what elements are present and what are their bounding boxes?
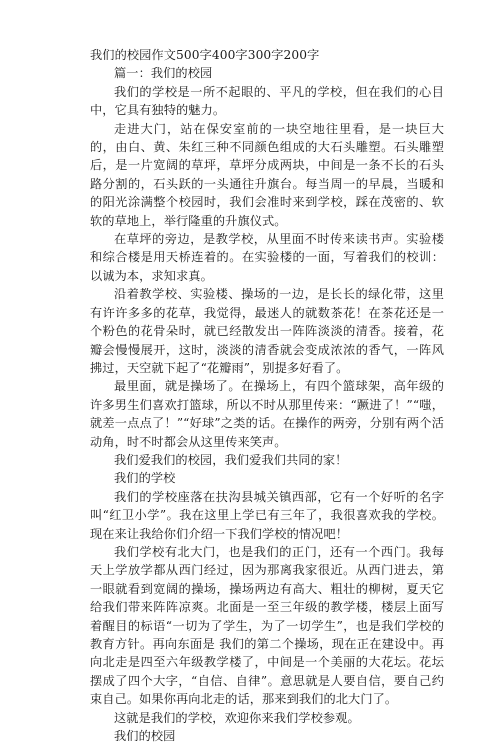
paragraph: 我们爱我们的校园，我们爱我们共同的家！ [114, 452, 348, 467]
paragraph: 走进大门，站在保安室前的一块空地往里看，是一块巨大的，由白、黄、朱红三种不同颜色组成的大石头雕塑。石头雕塑后，是一片宽阔的草坪，草坪分成两块，中间是一条不长的石头路分割的，石头跃的一头通往升旗台。每当周一的早晨，当暖和的阳光涂满整个校园时，我们会准时来到学校，踩在茂密的、软软的草地上，举行隆重的升旗仪式。 [90, 121, 444, 228]
document-title: 我们的校园作文500字400字300字200字 [90, 48, 320, 62]
paragraph: 我们的学校是一所不起眼的、平凡的学校，但在我们的心目中，它具有独特的魅力。 [90, 84, 444, 118]
paragraph: 在草坪的旁边，是教学校，从里面不时传来读书声。实验楼和综合楼是用天桥连着的。在实验楼的一面，写着我们的校训：以诚为本，求知求真。 [90, 232, 444, 283]
section-heading-2: 我们的学校 [114, 471, 176, 486]
paragraph: 沿着教学校、实验楼、操场的一边，是长长的绿化带，这里有许许多多的花草，我觉得，最迷人的就数茶花！在茶花还是一个粉色的花骨朵时，就已经散发出一阵阵淡淡的清香。接着，花瓣会慢慢展开，这时，淡淡的清香就会变成浓浓的香气，一阵风拂过，天空就下起了“花瓣雨”，别提多好看了。 [90, 287, 444, 375]
paragraph: 我们学校有北大门，也是我们的正门，还有一个西门。我每天上学放学都从西门经过，因为那离我家很近。从西门进去，第一眼就看到宽阔的操场，操场两边有高大、粗壮的柳树，夏天它给我们带来阵阵凉爽。北面是一至三年级的教学楼，楼层上面写着醒目的标语“一切为了学生，为了一切学生”，也是我们学校的教育方针。再向东面是 我们的第二个操场，现在正在建设中。再向北走是四至六年级教学楼了，中间是一个美丽的大花坛。花坛摆成了四个大字，“自信、自律”。意思就是人要自信，要自己约束自己。如果你再向北走的话，那来到我们的北大门了。 [90, 544, 444, 707]
section-heading-1: 篇一：我们的校园 [114, 66, 213, 81]
section-heading-3: 我们的校园 [114, 729, 176, 744]
paragraph: 我们的学校座落在扶沟县城关镇西部，它有一个好听的名字叫“红卫小学”。我在这里上学已有三年了，我很喜欢我的学校。现在来让我给你们介绍一下我们学校的情况吧！ [90, 489, 444, 541]
paragraph: 这就是我们的学校，欢迎你来我们学校参观。 [114, 710, 360, 725]
paragraph: 最里面，就是操场了。在操场上，有四个篮球架，高年级的许多男生们喜欢打篮球，所以不时从那里传来：“蹶进了！”“嗤，就差一点点了！”“好球”之类的话。在操作的两旁，分别有两个活动角，时不时都会从这里传来笑声。 [90, 379, 444, 449]
